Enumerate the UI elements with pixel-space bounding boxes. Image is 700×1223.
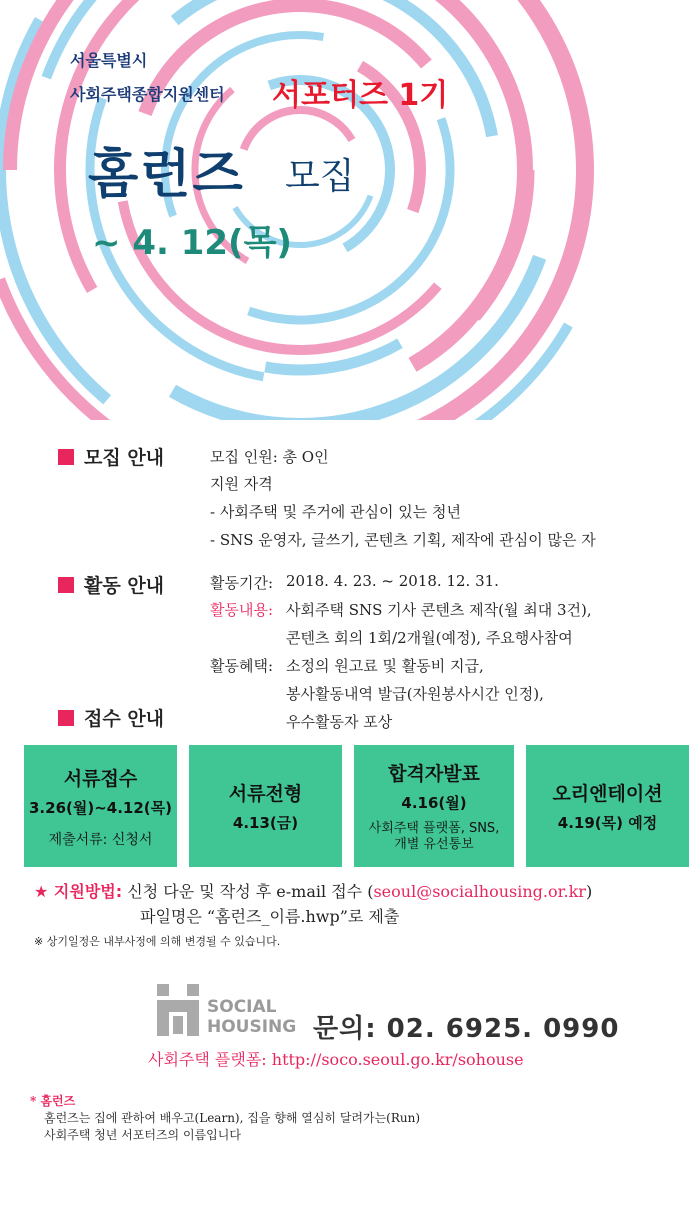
title-sub: 모집 (285, 156, 355, 197)
apply-section-title (58, 704, 164, 731)
platform-label: 사회주택 플랫폼: (148, 1050, 267, 1069)
step-orientation (526, 745, 689, 867)
recruit-title-text: 모집 안내 (84, 447, 165, 469)
step-date: 4.13(금) (232, 814, 299, 832)
step-title: 오리엔테이션 (552, 783, 663, 805)
recruit-line-4: - SNS 운영자, 글쓰기, 콘텐츠 기획, 제작에 관심이 많은 자 (210, 531, 596, 549)
apply-method-line1 (34, 879, 592, 902)
platform-line (148, 1047, 524, 1070)
step-date: 4.16(월) (401, 794, 467, 812)
footer-note-title: * 홈런즈 (30, 1094, 76, 1108)
apply-method-label: ★ 지원방법: (34, 882, 123, 901)
apply-email-link[interactable]: seoul@socialhousing.or.kr (373, 882, 586, 901)
recruit-line-1: 모집 인원: 총 O인 (210, 448, 329, 466)
bullet-square-icon (58, 449, 74, 465)
bullet-square-icon (58, 577, 74, 593)
logo-line1: SOCIAL (207, 997, 277, 1017)
recruit-line-3: - 사회주택 및 주거에 관심이 있는 청년 (210, 503, 462, 521)
contact-phone: 문의: 02. 6925. 0990 (313, 1014, 620, 1044)
deadline: ~ 4. 12(목) (92, 223, 292, 263)
main-title: 홈런즈 (88, 145, 245, 205)
step-date: 3.26(월)~4.12(목) (29, 799, 172, 817)
footer-note (30, 1093, 420, 1144)
step-title: 서류접수 (63, 768, 138, 790)
recruit-line-2: 지원 자격 (210, 475, 273, 493)
apply-title-text: 접수 안내 (84, 708, 165, 730)
org-line1: 서울특별시 (70, 51, 148, 70)
org-line2: 사회주택종합지원센터 (70, 85, 225, 104)
footer-note-line1: 홈런즈는 집에 관하여 배우고(Learn), 집을 향해 열심히 달려가는(Run) (44, 1111, 421, 1125)
benefit-line-2: 봉사활동내역 발급(자원봉사시간 인정), (286, 685, 544, 703)
social-housing-logo-text (207, 997, 296, 1037)
recruit-section-title (58, 443, 164, 470)
step-title: 합격자발표 (388, 763, 480, 785)
platform-url-link[interactable]: http://soco.seoul.go.kr/sohouse (271, 1050, 524, 1069)
period-value: 2018. 4. 23. ~ 2018. 12. 31. (286, 572, 499, 590)
swirl-arc (0, 279, 244, 420)
benefit-line-3: 우수활동자 포상 (286, 713, 393, 731)
apply-method-text: 신청 다운 및 작성 후 e-mail 접수 ( (127, 882, 374, 901)
footer-note-line2: 사회주택 청년 서포터즈의 이름입니다 (44, 1128, 241, 1142)
activity-title-text: 활동 안내 (84, 575, 165, 597)
content-line-2: 콘텐츠 회의 1회/2개월(예정), 주요행사참여 (286, 629, 573, 647)
schedule-notice: ※ 상기일정은 내부사정에 의해 변경될 수 있습니다. (34, 935, 281, 948)
step-date: 4.19(목) 예정 (557, 814, 658, 832)
social-housing-logo-icon (155, 984, 201, 1040)
content-line-1: 사회주택 SNS 기사 콘텐츠 제작(월 최대 3건), (286, 601, 592, 619)
apply-filename-line: 파일명은 “홈런즈_이름.hwp”로 제출 (140, 907, 400, 926)
benefit-label: 활동혜택: (210, 657, 274, 675)
step-document-review (189, 745, 342, 867)
step-document-submit (24, 745, 177, 867)
benefit-line-1: 소정의 원고료 및 활동비 지급, (286, 657, 484, 675)
supporters-title: 서포터즈 1기 (272, 78, 449, 113)
apply-method-paren: ) (585, 882, 593, 901)
step-sub: 제출서류: 신청서 (48, 832, 153, 848)
activity-section-title (58, 571, 164, 598)
step-result-announce (354, 745, 514, 867)
step-sub: 사회주택 플랫폼, SNS, 개별 유선통보 (368, 821, 500, 852)
logo-line2: HOUSING (207, 1017, 297, 1037)
period-label: 활동기간: (210, 574, 274, 592)
step-title: 서류전형 (228, 783, 303, 805)
content-label: 활동내용: (210, 601, 274, 619)
bullet-square-icon (58, 710, 74, 726)
swirl-arc (244, 110, 352, 149)
